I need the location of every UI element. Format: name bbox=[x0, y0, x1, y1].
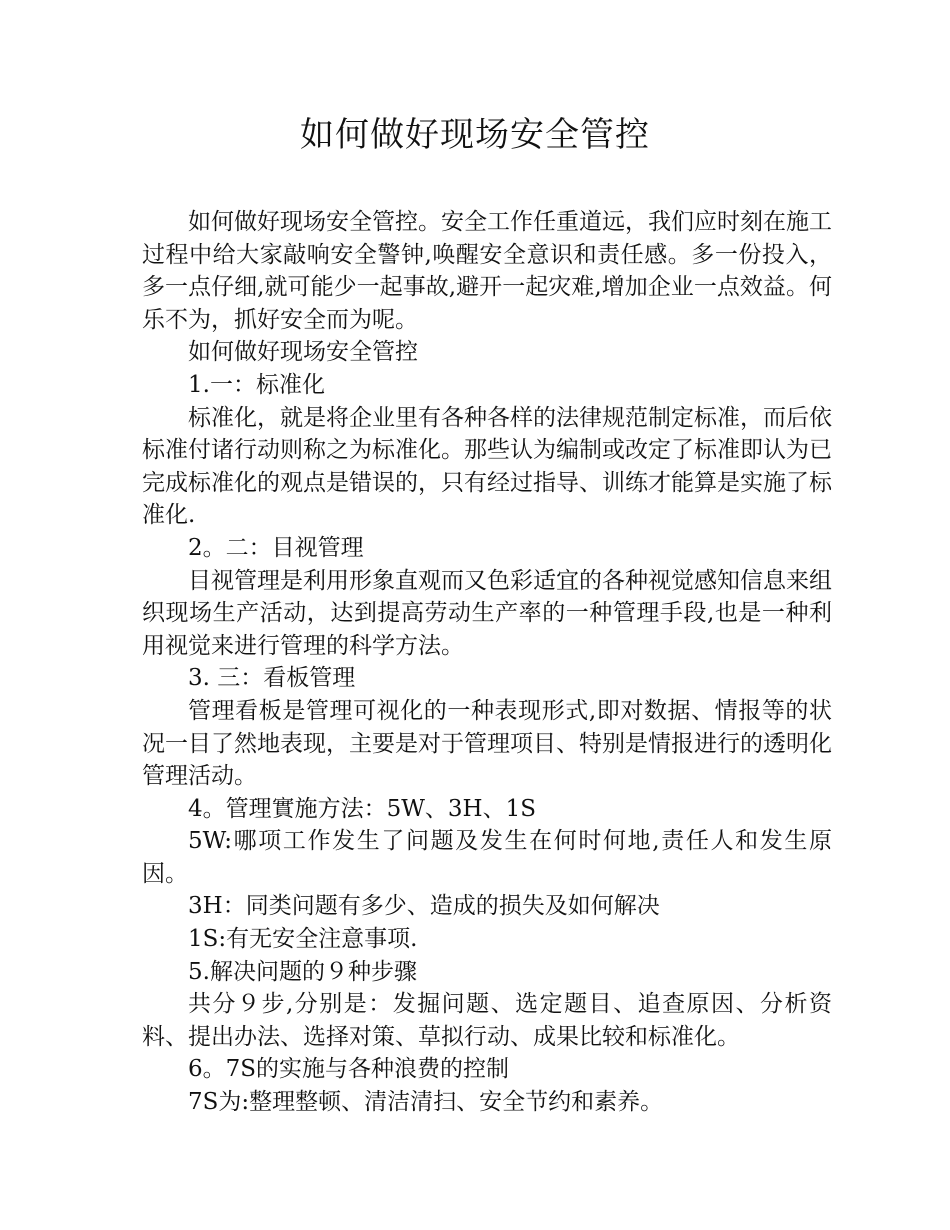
paragraph-visual-management: 目视管理是利用形象直观而又色彩适宜的各种视觉感知信息来组织现场生产活动，达到提高劳动生产率的一种管理手段,也是一种利用视觉来进行管理的科学方法。 bbox=[142, 567, 832, 659]
paragraph-nine-steps: 共分９步,分别是：发掘问题、选定题目、追查原因、分析资料、提出办法、选择对策、草拟行动、成果比较和标准化。 bbox=[142, 991, 832, 1050]
paragraph-standardization: 标准化，就是将企业里有各种各样的法律规范制定标准，而后依标准付诸行动则称之为标准化。那些认为编制或改定了标准即认为已完成标准化的观点是错误的，只有经过指导、训练才能算是实施了标准化. bbox=[142, 404, 832, 529]
section-heading-7s: 6。7S的实施与各种浪费的控制 bbox=[188, 1056, 510, 1083]
section-heading-standardization: 1.一：标准化 bbox=[188, 371, 325, 398]
paragraph-3h: 3H：同类问题有多少、造成的损失及如何解决 bbox=[188, 893, 660, 920]
document-body bbox=[142, 206, 832, 1119]
paragraph-1s: 1S:有无安全注意事项. bbox=[188, 926, 418, 953]
paragraph-intro: 如何做好现场安全管控。安全工作任重道远，我们应时刻在施工过程中给大家敲响安全警钟,唤醒安全意识和责任感。多一份投入，多一点仔细,就可能少一起事故,避开一起灾难,增加企业一点效益。何乐不为，抓好安全而为呢。 bbox=[142, 209, 832, 333]
paragraph-kanban: 管理看板是管理可视化的一种表现形式,即对数据、情报等的状况一目了然地表现，主要是对于管理项目、特别是情报进行的透明化管理活动。 bbox=[142, 697, 832, 790]
section-heading-methods: 4。管理實施方法：5W、3H、1S bbox=[188, 795, 536, 822]
paragraph-subtitle: 如何做好现场安全管控 bbox=[188, 339, 418, 366]
section-heading-kanban: 3. 三：看板管理 bbox=[188, 665, 356, 692]
document-title: 如何做好现场安全管控 bbox=[300, 115, 650, 155]
section-heading-visual-management: 2。二：目视管理 bbox=[188, 534, 364, 561]
paragraph-5w: 5W:哪项工作发生了问题及发生在何时何地,责任人和发生原因。 bbox=[142, 828, 832, 887]
section-heading-nine-steps: 5.解决问题的９种步骤 bbox=[188, 958, 417, 985]
paragraph-7s: 7S为:整理整顿、清洁清扫、安全节约和素养。 bbox=[188, 1089, 664, 1116]
